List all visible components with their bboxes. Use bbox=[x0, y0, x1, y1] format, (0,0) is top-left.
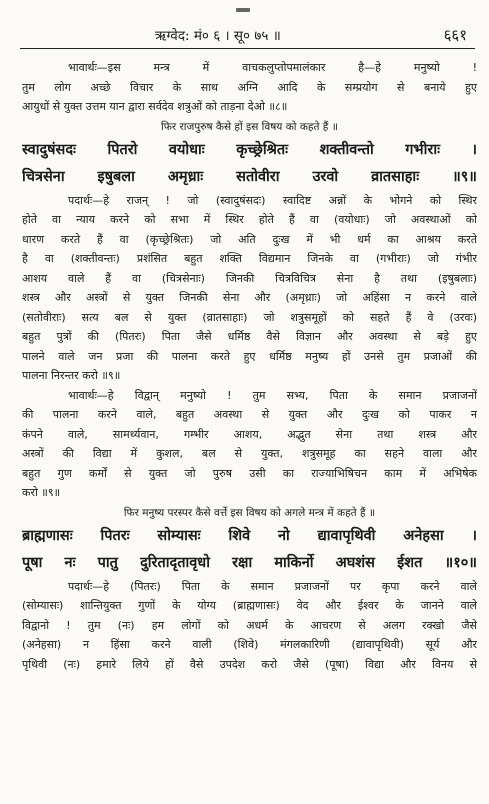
text-line: होते वा न्याय करने को सभा में स्थिर होते हैं वा (वयोधाः) जो अवस्थाओं को bbox=[22, 213, 477, 226]
text-line: (अनेहसा) न हिंसा करने वाली (शिवे) मंगलकारिणी (द्यावापृथिवी) सूर्य और bbox=[22, 638, 477, 651]
text-line: पालने वाले जन प्रजा की पालना करते हुए धर्मिष्ठ मनुष्य हों उनसे तुम प्रजाओं की bbox=[22, 349, 477, 363]
text-line: (सोम्यासः) शान्तियुक्त गुणों के योग्य (ब्राह्मणासः) वेद और ईश्वर के जानने वाले bbox=[22, 599, 477, 612]
text-line: कंपने वाले, सामर्थ्यवान, गम्भीर आशय, अद्भुत सेना तथा शस्त्र और bbox=[22, 427, 477, 441]
text-line: भावार्थः—हे विद्वान् मनुष्यो ! तुम सभ्य, पिता के समान प्रजाजनों bbox=[68, 388, 477, 402]
text-line: पृथिवी (नः) हमारे लिये हों वैसे उपदेश करो जैसे (पूषा) विद्या और विनय से bbox=[22, 657, 477, 671]
text-line: है वा (शक्तीवन्तः) प्रशंसित बहुत शक्ति विद्यमान जिनके वा (गभीराः) जो गंभीर bbox=[22, 252, 477, 265]
text-line: (सतोवीराः) सत्य बल से युक्त (व्रातसाहाः) जो शत्रुसमूहों को सहते हैं वे (उरवः) bbox=[22, 310, 477, 324]
mantra-line: ब्राह्मणासः पितरः सोम्यासः शिवे नो द्यावापृथिवी अनेहसा । bbox=[22, 527, 477, 544]
text-line: की पालना करने वाले, बहुत अवस्था से युक्त और दुःख को पाकर न bbox=[22, 408, 477, 421]
text-line: भावार्थः—इस मन्त्र में वाचकलुप्तोपमालंकार है—हे मनुष्यो ! bbox=[68, 61, 477, 74]
section-heading: फिर राजपुरुष कैसे हों इस विषय को कहते हैं ॥ bbox=[161, 120, 338, 133]
mantra-line: पूषा नः पातु दुरितादृतावृधो रक्षा माकिर्नो अघशंस ईशत ॥१०॥ bbox=[22, 554, 477, 571]
text-line: पदार्थः—हे राजन् ! जो (स्वादुषंसदः) स्वादिष्ट अन्नों के भोगने को स्थिर bbox=[68, 193, 477, 207]
text-line: आशय वाले हैं वा (चित्रसेनाः) जिनकी चित्रविचित्र सेना है तथा (इषुबलाः) bbox=[22, 271, 477, 285]
text-line: विद्वानो ! तुम (नः) हम लोगों को अधर्म के आचरण से अलग रक्खो जैसे bbox=[22, 618, 477, 632]
running-title: ऋग्वेद: मं० ६ । सू० ७५ ॥ bbox=[155, 28, 281, 44]
mantra-line: चित्रसेना इषुबला अमृध्राः सतोवीरा उरवो व्रातसाहाः ॥९॥ bbox=[22, 168, 477, 185]
text-line: करो ॥९॥ bbox=[22, 486, 61, 499]
print-mark bbox=[236, 8, 250, 12]
text-line: बहुत पुत्रों की (पितरः) पिता जैसे धर्मिष्ठ वैसे विज्ञान और अवस्था से बड़े हुए bbox=[22, 330, 477, 343]
text-line: पदार्थः—हे (पितरः) पिता के समान प्रजाजनों पर कृपा करने वाले bbox=[68, 579, 477, 593]
text-line: धारण करते हैं वा (कृच्छ्रेश्रितः) जो अति दुःख में भी धर्म का आश्रय करते bbox=[22, 232, 477, 246]
page-number: ६६१ bbox=[443, 26, 467, 44]
text-line: बहुत गुण कर्मों से युक्त जो पुरुष उसी का राज्याभिषिचन काम में अभिषेक bbox=[22, 466, 477, 480]
text-line: पालना निरन्तर करो ॥९॥ bbox=[22, 369, 121, 382]
text-line: अस्त्रों की विद्या में कुशल, बल से युक्त, शत्रुसमूह का सहने वाला और bbox=[22, 447, 477, 460]
text-line: आयुधों से युक्त उत्तम यान द्वारा सर्वदेव शत्रुओं को ताड़ना देओ ॥८॥ bbox=[22, 100, 288, 113]
page-body bbox=[22, 58, 477, 674]
section-heading: फिर मनुष्य परस्पर कैसे वर्त्ते इस विषय को अगले मन्त्र में कहते हैं ॥ bbox=[123, 506, 376, 519]
text-line: शस्त्र और अस्त्रों से युक्त जिनकी सेना और (अमृध्राः) जो अहिंसा न करने वाले bbox=[22, 291, 477, 304]
mantra-line: स्वादुषंसदः पितरो वयोधाः कृच्छ्रेश्रितः शक्तीवन्तो गभीराः । bbox=[22, 141, 477, 158]
page-header bbox=[20, 20, 475, 49]
text-line: तुम लोग अच्छे विचार के साथ अग्नि आदि के सम्प्रयोग से बनाये हुए bbox=[22, 80, 477, 94]
